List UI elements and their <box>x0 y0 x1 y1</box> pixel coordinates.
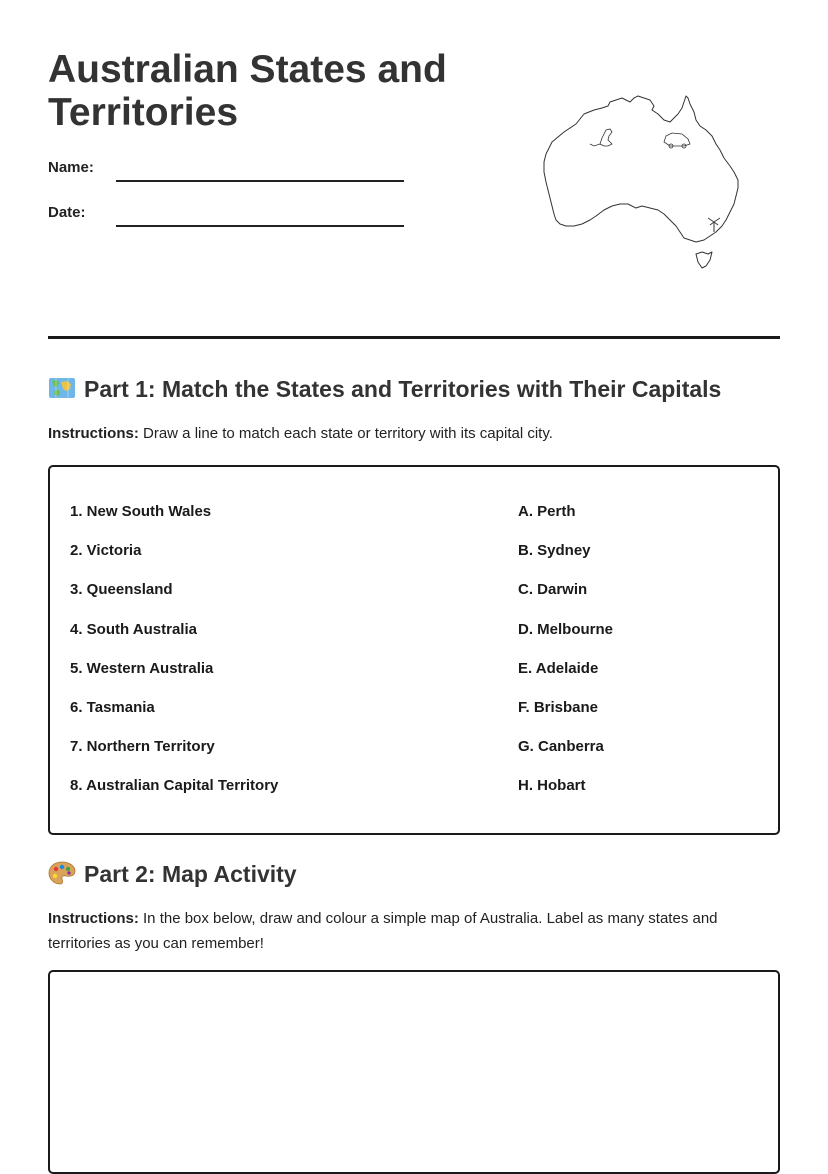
artist-palette-emoji-icon <box>48 860 76 886</box>
section-divider <box>48 336 780 339</box>
name-label: Name: <box>48 159 94 176</box>
capital-item: D. Melbourne <box>518 620 614 638</box>
capital-item: C. Darwin <box>518 581 588 599</box>
part2-heading-text: Part 2: Map Activity <box>84 861 297 887</box>
world-map-emoji-icon <box>48 375 76 401</box>
capitals-column <box>518 503 613 817</box>
states-column <box>70 503 278 817</box>
state-item: 5. Western Australia <box>70 659 214 677</box>
state-item: 3. Queensland <box>70 581 173 599</box>
part2-heading <box>48 860 297 888</box>
name-field <box>48 155 408 185</box>
part1-heading-text: Part 1: Match the States and Territories with Their Capitals <box>84 376 722 402</box>
state-item: 7. Northern Territory <box>70 738 215 756</box>
part2-instructions <box>48 906 768 956</box>
capital-item: F. Brisbane <box>518 698 599 716</box>
state-item: 2. Victoria <box>70 542 142 560</box>
page-title: Australian States and Territories <box>48 48 447 134</box>
capital-item: H. Hobart <box>518 777 586 795</box>
date-label: Date: <box>48 204 86 221</box>
part2-instructions-text: In the box below, draw and colour a simple map of Australia. Label as many states and territories as you can remember! <box>48 910 718 952</box>
name-write-line <box>116 180 404 182</box>
part1-heading <box>48 375 721 403</box>
australia-outline-map-icon <box>538 92 748 274</box>
state-item: 4. South Australia <box>70 620 197 638</box>
capital-item: B. Sydney <box>518 542 591 560</box>
map-drawing-area[interactable] <box>48 970 780 1174</box>
state-item: 6. Tasmania <box>70 698 155 716</box>
worksheet-header <box>48 0 780 340</box>
state-item: 8. Australian Capital Territory <box>70 777 279 795</box>
part1-instructions <box>48 421 768 446</box>
date-field <box>48 200 408 230</box>
part1-instructions-text: Draw a line to match each state or territory with its capital city. <box>138 425 553 442</box>
part2-instructions-label: Instructions: <box>48 910 139 927</box>
capital-item: G. Canberra <box>518 738 604 756</box>
state-item: 1. New South Wales <box>70 503 212 520</box>
capital-item: E. Adelaide <box>518 659 599 677</box>
date-write-line <box>116 225 404 227</box>
matching-box <box>48 465 780 835</box>
part1-instructions-label: Instructions: <box>48 425 139 442</box>
worksheet-page <box>48 0 780 952</box>
capital-item: A. Perth <box>518 503 576 520</box>
